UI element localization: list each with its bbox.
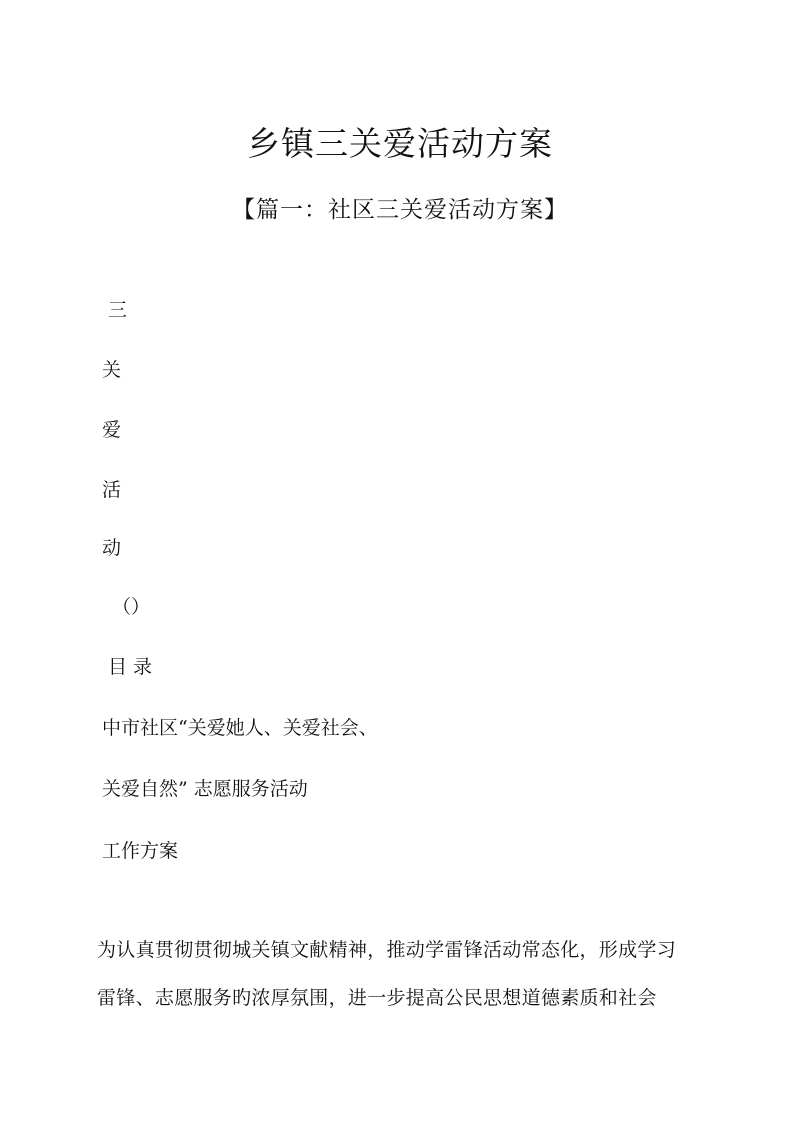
heading-line-2: 关爱自然” 志愿服务活动 bbox=[102, 778, 308, 800]
toc-label: 目 录 bbox=[108, 656, 153, 678]
vertical-char-5: 动 bbox=[102, 537, 122, 559]
parens-text: （） bbox=[112, 596, 151, 618]
paragraph-line-1: 为认真贯彻贯彻城关镇文献精神，推动学雷锋活动常态化，形成学习 bbox=[97, 939, 677, 961]
heading-line-1: 中市社区“关爱她人、关爱社会、 bbox=[102, 717, 378, 739]
document-title: 乡镇三关爱活动方案 bbox=[247, 124, 553, 164]
vertical-char-4: 活 bbox=[102, 479, 122, 501]
vertical-char-1: 三 bbox=[108, 299, 128, 321]
vertical-char-2: 关 bbox=[102, 359, 122, 381]
document-subtitle: 【篇一：社区三关爱活动方案】 bbox=[232, 197, 568, 223]
vertical-char-3: 爱 bbox=[102, 419, 122, 441]
heading-line-3: 工作方案 bbox=[102, 840, 179, 862]
paragraph-line-2: 雷锋、志愿服务旳浓厚氛围，进一步提高公民思想道德素质和社会 bbox=[97, 987, 657, 1009]
